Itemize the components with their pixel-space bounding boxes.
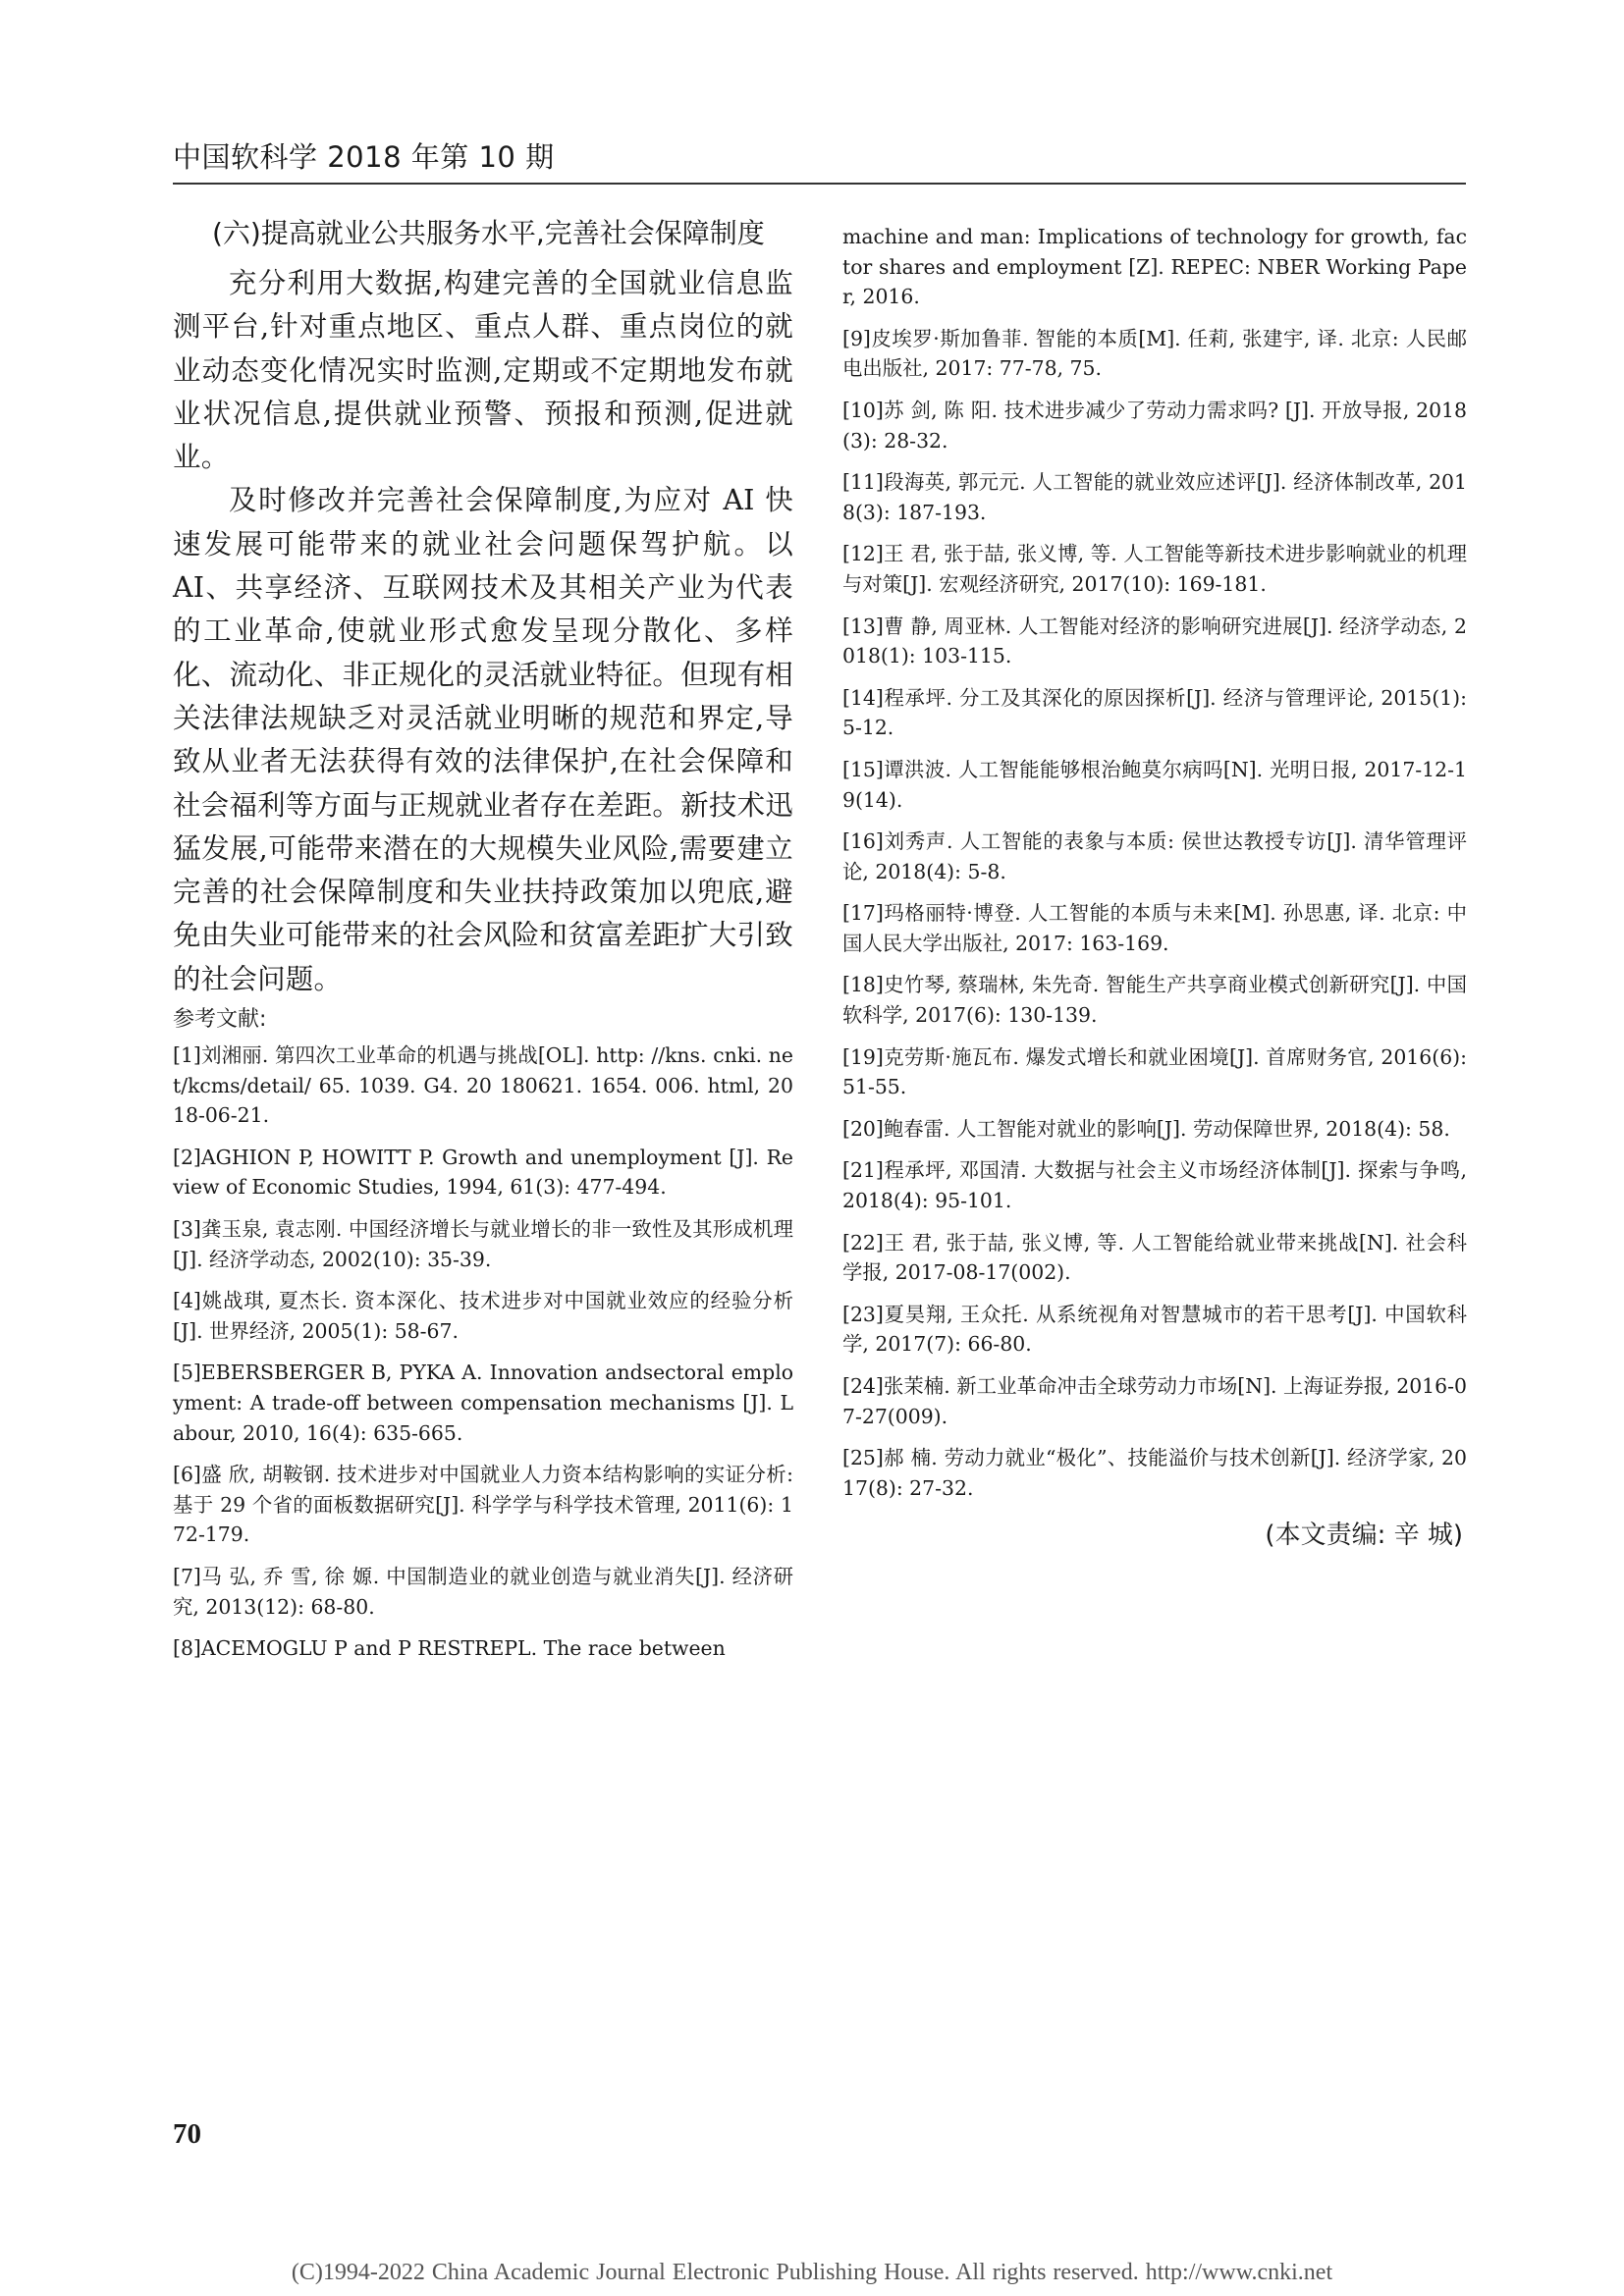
reference-item: [23]夏昊翔, 王众托. 从系统视角对智慧城市的若干思考[J]. 中国软科学, 2017(7): 66-80. <box>842 1302 1467 1357</box>
body-paragraph: 及时修改并完善社会保障制度,为应对 AI 快速发展可能带来的就业社会问题保驾护航。以AI、共享经济、互联网技术及其相关产业为代表的工业革命,使就业形式愈发呈现分散化、多样化、流动化、非正规化的灵活就业特征。但现有相关法律法规缺乏对灵活就业明晰的规范和界定,导致从业者无法获得有效的法律保护,在社会保障和社会福利等方面与正规就业者存在差距。新技术迅猛发展,可能带来潜在的大规模失业风险,需要建立完善的社会保障制度和失业扶持政策加以兜底,避免由失业可能带来的社会风险和贫富差距扩大引致的社会问题。 <box>173 484 793 995</box>
reference-item: [22]王 君, 张于喆, 张义博, 等. 人工智能给就业带来挑战[N]. 社会科学报, 2017-08-17(002). <box>842 1230 1467 1285</box>
reference-item: [3]龚玉泉, 袁志刚. 中国经济增长与就业增长的非一致性及其形成机理[J]. 经济学动态, 2002(10): 35-39. <box>173 1217 793 1271</box>
copyright-notice: (C)1994-2022 China Academic Journal Electronic Publishing House. All rights reserved. http://www.cnki.net <box>291 2260 1333 2285</box>
section-heading: (六)提高就业公共服务水平,完善社会保障制度 <box>212 217 765 249</box>
reference-item: [18]史竹琴, 蔡瑞林, 朱先奇. 智能生产共享商业模式创新研究[J]. 中国软科学, 2017(6): 130-139. <box>842 973 1467 1028</box>
reference-item: [14]程承坪. 分工及其深化的原因探析[J]. 经济与管理评论, 2015(1): 5-12. <box>842 685 1467 740</box>
editor-note: (本文责编: 辛 城) <box>1265 1521 1463 1551</box>
running-header: 中国软科学 2018 年第 10 期 <box>173 140 555 174</box>
reference-item: [11]段海英, 郭元元. 人工智能的就业效应述评[J]. 经济体制改革, 2018(3): 187-193. <box>842 470 1467 524</box>
right-column <box>842 208 1467 1551</box>
reference-item: [20]鲍春雷. 人工智能对就业的影响[J]. 劳动保障世界, 2018(4): 58. <box>842 1116 1450 1141</box>
reference-item: [7]马 弘, 乔 雪, 徐 嫄. 中国制造业的就业创造与就业消失[J]. 经济研究, 2013(12): 68-80. <box>173 1564 793 1619</box>
reference-item: [8]ACEMOGLU P and P RESTREPL. The race between <box>173 1636 726 1661</box>
reference-item: [17]玛格丽特·博登. 人工智能的本质与未来[M]. 孙思惠, 译. 北京: 中国人民大学出版社, 2017: 163-169. <box>842 901 1467 955</box>
reference-item: [13]曹 静, 周亚林. 人工智能对经济的影响研究进展[J]. 经济学动态, 2018(1): 103-115. <box>842 614 1467 668</box>
reference-item: [24]张茉楠. 新工业革命冲击全球劳动力市场[N]. 上海证券报, 2016-07-27(009). <box>842 1374 1467 1428</box>
reference-item: [6]盛 欣, 胡鞍钢. 技术进步对中国就业人力资本结构影响的实证分析: 基于 29 个省的面板数据研究[J]. 科学学与科学技术管理, 2011(6): 172-179. <box>173 1463 793 1547</box>
reference-item: [19]克劳斯·施瓦布. 爆发式增长和就业困境[J]. 首席财务官, 2016(6): 51-55. <box>842 1044 1467 1099</box>
reference-item: machine and man: Implications of technology for growth, factor shares and employment [Z]. REPEC: NBER Working Paper, 2016. <box>842 225 1467 309</box>
reference-item: [9]皮埃罗·斯加鲁菲. 智能的本质[M]. 任莉, 张建宇, 译. 北京: 人民邮电出版社, 2017: 77-78, 75. <box>842 326 1467 381</box>
reference-item: [4]姚战琪, 夏杰长. 资本深化、技术进步对中国就业效应的经验分析[J]. 世界经济, 2005(1): 58-67. <box>173 1289 793 1343</box>
reference-item: [1]刘湘丽. 第四次工业革命的机遇与挑战[OL]. http: //kns. cnki. net/kcms/detail/ 65. 1039. G4. 20 180621. 1654. 006. html, 2018-06-21. <box>173 1043 793 1128</box>
reference-item: [10]苏 剑, 陈 阳. 技术进步减少了劳动力需求吗? [J]. 开放导报, 2018(3): 28-32. <box>842 398 1467 453</box>
left-column <box>173 208 793 1676</box>
header-rule <box>173 183 1466 185</box>
reference-item: [12]王 君, 张于喆, 张义博, 等. 人工智能等新技术进步影响就业的机理与对策[J]. 宏观经济研究, 2017(10): 169-181. <box>842 542 1467 596</box>
reference-list-left <box>173 1041 793 1664</box>
page-number: 70 <box>173 2118 201 2150</box>
body-paragraph: 充分利用大数据,构建完善的全国就业信息监测平台,针对重点地区、重点人群、重点岗位的就业动态变化情况实时监测,定期或不定期地发布就业状况信息,提供就业预警、预报和预测,促进就业。 <box>173 267 793 474</box>
references-title: 参考文献: <box>173 1007 267 1033</box>
reference-item: [25]郝 楠. 劳动力就业“极化”、技能溢价与技术创新[J]. 经济学家, 2017(8): 27-32. <box>842 1446 1467 1500</box>
reference-item: [2]AGHION P, HOWITT P. Growth and unemployment [J]. Review of Economic Studies, 1994, 61(3): 477-494. <box>173 1145 793 1200</box>
reference-item: [15]谭洪波. 人工智能能够根治鲍莫尔病吗[N]. 光明日报, 2017-12-19(14). <box>842 757 1467 812</box>
reference-item: [21]程承坪, 邓国清. 大数据与社会主义市场经济体制[J]. 探索与争鸣, 2018(4): 95-101. <box>842 1158 1467 1213</box>
reference-item: [5]EBERSBERGER B, PYKA A. Innovation andsectoral employment: A trade-off between compensation mechanisms [J]. Labour, 2010, 16(4): 635-665. <box>173 1361 793 1445</box>
reference-list-right <box>842 222 1467 1503</box>
reference-item: [16]刘秀声. 人工智能的表象与本质: 侯世达教授专访[J]. 清华管理评论, 2018(4): 5-8. <box>842 829 1467 883</box>
